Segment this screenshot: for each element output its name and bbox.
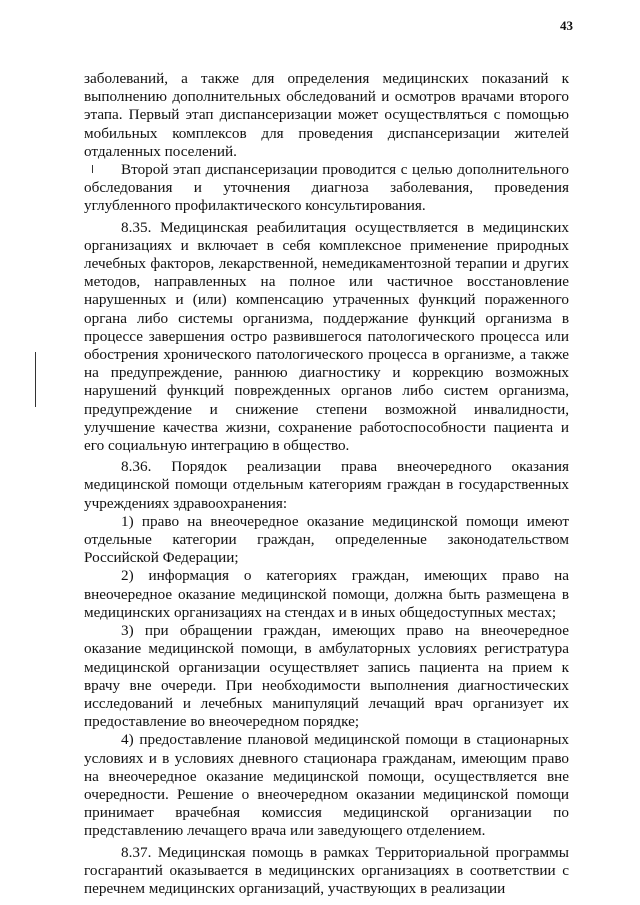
paragraph-second-stage: Второй этап диспансеризации проводится с целью дополнительного обследования и уточнения диагноза заболевания, проведения углубленного профилактического консультирования.	[84, 161, 569, 215]
paragraph-8-36: 8.36. Порядок реализации права внеочередного оказания медицинской помощи отдельным категориям граждан в государственных учреждениях здравоохранения:	[84, 458, 569, 512]
list-item-2: 2) информация о категориях граждан, имеющих право на внеочередное оказание медицинской помощи, должна быть размещена в медицинских организациях на стендах и в иных общедоступных местах;	[84, 567, 569, 621]
paragraph-continuation: заболеваний, а также для определения медицинских показаний к выполнению дополнительных обследований и осмотров врачами второго этапа. Первый этап диспансеризации может осуществляться с помощью мобильных комплексов для проведения диспансеризации жителей отдаленных поселений.	[84, 70, 569, 160]
paragraph-8-37: 8.37. Медицинская помощь в рамках Территориальной программы госгарантий оказывается в медицинских организациях в соответствии с перечнем медицинских организаций, участвующих в реализации	[84, 843, 569, 897]
document-body	[84, 70, 569, 898]
list-item-1: 1) право на внеочередное оказание медицинской помощи имеют отдельные категории граждан, определенные законодательством Российской Федерации;	[84, 512, 569, 567]
list-item-4: 4) предоставление плановой медицинской помощи в стационарных условиях и в условиях дневного стационара гражданам, имеющим право на внеочередное оказание медицинской помощи, осуществляется вне очередности. Решение о внеочередном оказании медицинской помощи принимает врачебная комиссия медицинской организации по представлению лечащего врача или заведующего отделением.	[84, 731, 569, 840]
page-number: 43	[560, 18, 573, 33]
paragraph-8-35: 8.35. Медицинская реабилитация осуществляется в медицинских организациях и включает в себя комплексное применение природных лечебных факторов, лекарственной, немедикаментозной терапии и других методов, направленных на полное или частичное восстановление нарушенных и (или) компенсацию утраченных функций пораженного органа либо системы организма, поддержание функций организма в процессе завершения остро развившегося патологического процесса или обострения хронического патологического процесса в организме, а также на предупреждение, раннюю диагностику и коррекцию возможных нарушений функций поврежденных органов либо систем организма, предупреждение и снижение степени возможной инвалидности, улучшение качества жизни, сохранение работоспособности пациента и его социальную интеграцию в общество.	[84, 218, 569, 455]
scan-mark-left-margin	[35, 352, 36, 407]
list-item-3: 3) при обращении граждан, имеющих право на внеочередное оказание медицинской помощи, в амбулаторных условиях регистратура медицинской организации осуществляет запись пациента на прием к врачу вне очереди. При необходимости выполнения диагностических исследований и лечебных манипуляций лечащий врач организует их предоставление во внеочередном порядке;	[84, 622, 569, 731]
